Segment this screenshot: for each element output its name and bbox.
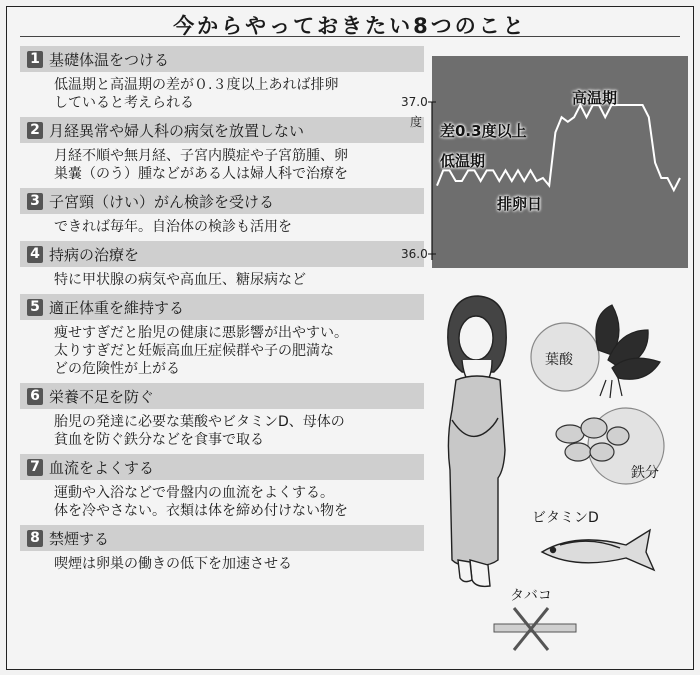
folic-acid-label: 葉酸 <box>545 352 573 368</box>
iron-label: 鉄分 <box>631 465 659 481</box>
item-title: 基礎体温をつける <box>49 50 170 69</box>
label-low-phase: 低温期 <box>440 152 486 170</box>
item-number-badge: 6 <box>27 388 43 405</box>
item-title: 栄養不足を防ぐ <box>49 387 155 406</box>
item-title: 月経異常や婦人科の病気を放置しない <box>49 121 305 140</box>
label-temp-diff: 差0.3度以上 <box>440 122 527 140</box>
item-description: 喫煙は卵巣の働きの低下を加速させる <box>54 556 292 572</box>
fish-icon <box>542 530 654 570</box>
item-number-badge: 3 <box>27 193 43 210</box>
item-number-badge: 5 <box>27 299 43 316</box>
item-number-badge: 2 <box>27 122 43 139</box>
item-title: 禁煙する <box>49 529 110 548</box>
item-description: 特に甲状腺の病気や高血圧、糖尿病など <box>54 272 306 288</box>
item-description: 運動や入浴などで骨盤内の血流をよくする。 体を冷やさない。衣類は体を締め付けない物を <box>54 485 348 519</box>
tobacco-label: タバコ <box>510 588 552 604</box>
item-title: 血流をよくする <box>49 458 155 477</box>
label-ovulation-day: 排卵日 <box>497 195 543 213</box>
y-axis-bottom-label: 36.0 <box>401 247 428 261</box>
item-number-badge: 1 <box>27 51 43 68</box>
item-description: 月経不順や無月経、子宮内膜症や子宮筋腫、卵 巣嚢（のう）腫などがある人は婦人科で治療を <box>54 148 348 182</box>
item-number-badge: 8 <box>27 530 43 547</box>
item-title: 持病の治療を <box>49 245 140 264</box>
spinach-icon <box>596 305 660 398</box>
item-description: 低温期と高温期の差が０.３度以上あれば排卵 していると考えられる <box>54 77 339 111</box>
y-axis-top-label: 37.0 <box>401 95 428 109</box>
item-number-badge: 4 <box>27 246 43 263</box>
item-description: 胎児の発達に必要な葉酸やビタミンD、母体の 貧血を防ぐ鉄分などを食事で取る <box>54 414 345 448</box>
y-axis-unit: 度 <box>410 115 423 129</box>
item-description: 痩せすぎだと胎児の健康に悪影響が出やすい。 太りすぎだと妊娠高血圧症候群や子の肥満な どの危険性が上がる <box>54 325 348 377</box>
item-title: 子宮頸（けい）がん検診を受ける <box>49 192 275 211</box>
woman-illustration <box>448 296 506 586</box>
label-high-phase: 高温期 <box>572 89 618 107</box>
vitamin-d-label: ビタミンD <box>532 510 599 526</box>
item-number-badge: 7 <box>27 459 43 476</box>
tobacco-icon <box>494 608 576 650</box>
page-title: 今からやっておきたい8つのこと <box>173 14 527 38</box>
item-title: 適正体重を維持する <box>49 298 185 317</box>
item-description: できれば毎年。自治体の検診も活用を <box>54 219 292 235</box>
